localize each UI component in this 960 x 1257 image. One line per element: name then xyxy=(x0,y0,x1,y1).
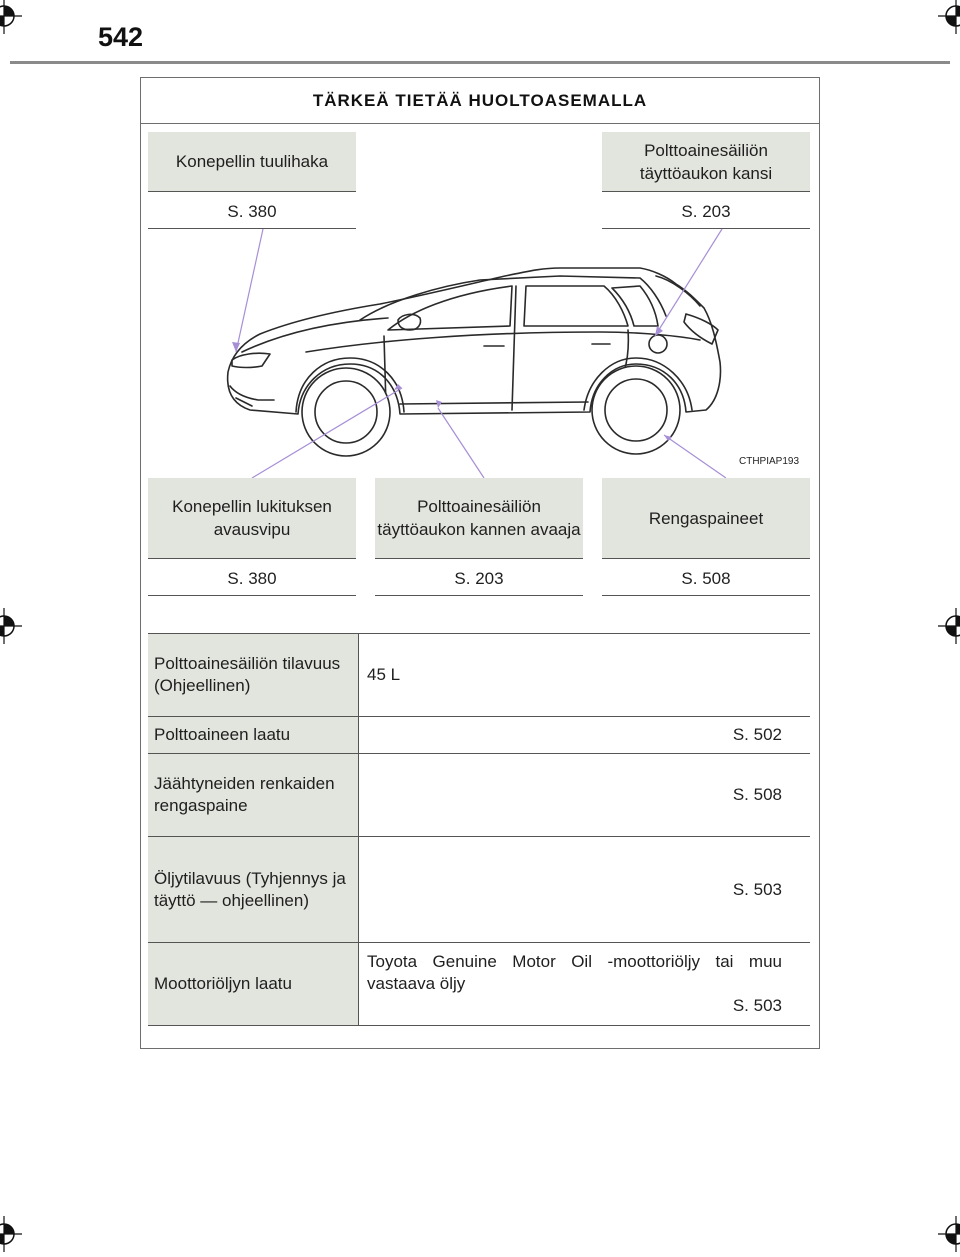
table-row xyxy=(148,754,810,837)
section-title: TÄRKEÄ TIETÄÄ HUOLTOASEMALLA xyxy=(141,78,819,124)
registration-mark-icon xyxy=(0,1216,22,1252)
car-door-line-mid xyxy=(512,286,516,410)
spec-label-oil-capacity: Öljytilavuus (Tyhjennys ja täyttö — ohjeellinen) xyxy=(148,837,359,943)
table-row xyxy=(148,837,810,943)
spec-ref-fuel-type: S. 502 xyxy=(732,725,782,744)
callout-tire-pressure-page: S. 508 xyxy=(602,560,810,596)
spec-label-tire-pressure: Jäähtyneiden renkaiden rengaspaine xyxy=(148,754,359,837)
leader-line-fuel-opener xyxy=(438,408,484,478)
page-number: 542 xyxy=(98,22,144,52)
car-headlight xyxy=(232,353,270,367)
callout-fuel-door-label: Polttoainesäiliön täyttöaukon kansi xyxy=(602,132,810,192)
callout-hood-release-label: Konepellin lukituksen avausvipu xyxy=(148,478,356,559)
car-front-rim xyxy=(315,381,377,443)
spec-value-oil-quality: Toyota Genuine Motor Oil -moottoriöljy tai muu vastaava öljy xyxy=(367,952,782,993)
car-window-rear xyxy=(524,286,628,326)
car-rear-spoiler xyxy=(656,276,700,306)
car-window-front xyxy=(388,286,512,330)
car-hood-line xyxy=(242,318,388,352)
spec-label-fuel-capacity: Polttoainesäiliön tilavuus (Ohjeellinen) xyxy=(148,634,359,717)
spec-ref-oil-capacity: S. 503 xyxy=(732,879,782,899)
table-row xyxy=(148,634,810,717)
callout-fuel-opener-page: S. 203 xyxy=(375,560,583,596)
registration-mark-icon xyxy=(938,1216,960,1252)
leader-line-fuel-door xyxy=(655,229,722,336)
spec-label-oil-quality: Moottoriöljyn laatu xyxy=(148,943,359,1026)
table-row xyxy=(148,943,810,1026)
spec-value-fuel-capacity: 45 L xyxy=(359,634,811,717)
car-fuel-door xyxy=(649,335,667,353)
spec-ref-oil-quality: S. 503 xyxy=(732,996,782,1015)
spec-ref-tire-pressure: S. 508 xyxy=(732,785,782,804)
table-row xyxy=(148,717,810,754)
callout-fuel-door-page: S. 203 xyxy=(602,193,810,229)
spec-label-fuel-type: Polttoaineen laatu xyxy=(148,717,359,754)
car-rocker xyxy=(400,402,588,404)
callout-fuel-opener-label: Polttoainesäiliön täyttöaukon kannen avaaja xyxy=(375,478,583,559)
specs-table xyxy=(148,633,810,1026)
figure-code: CTHPIAP193 xyxy=(739,456,800,467)
callout-tire-pressure-label: Rengaspaineet xyxy=(602,478,810,559)
car-window-quarter xyxy=(612,286,658,326)
callout-hood-release-page: S. 380 xyxy=(148,560,356,596)
leader-line-tire xyxy=(664,435,726,478)
callout-hood-page: S. 380 xyxy=(148,193,356,229)
car-rear-rim xyxy=(605,379,667,441)
callout-hood-label: Konepellin tuulihaka xyxy=(148,132,356,192)
car-beltline xyxy=(306,332,700,352)
leader-line-hood xyxy=(236,229,263,352)
